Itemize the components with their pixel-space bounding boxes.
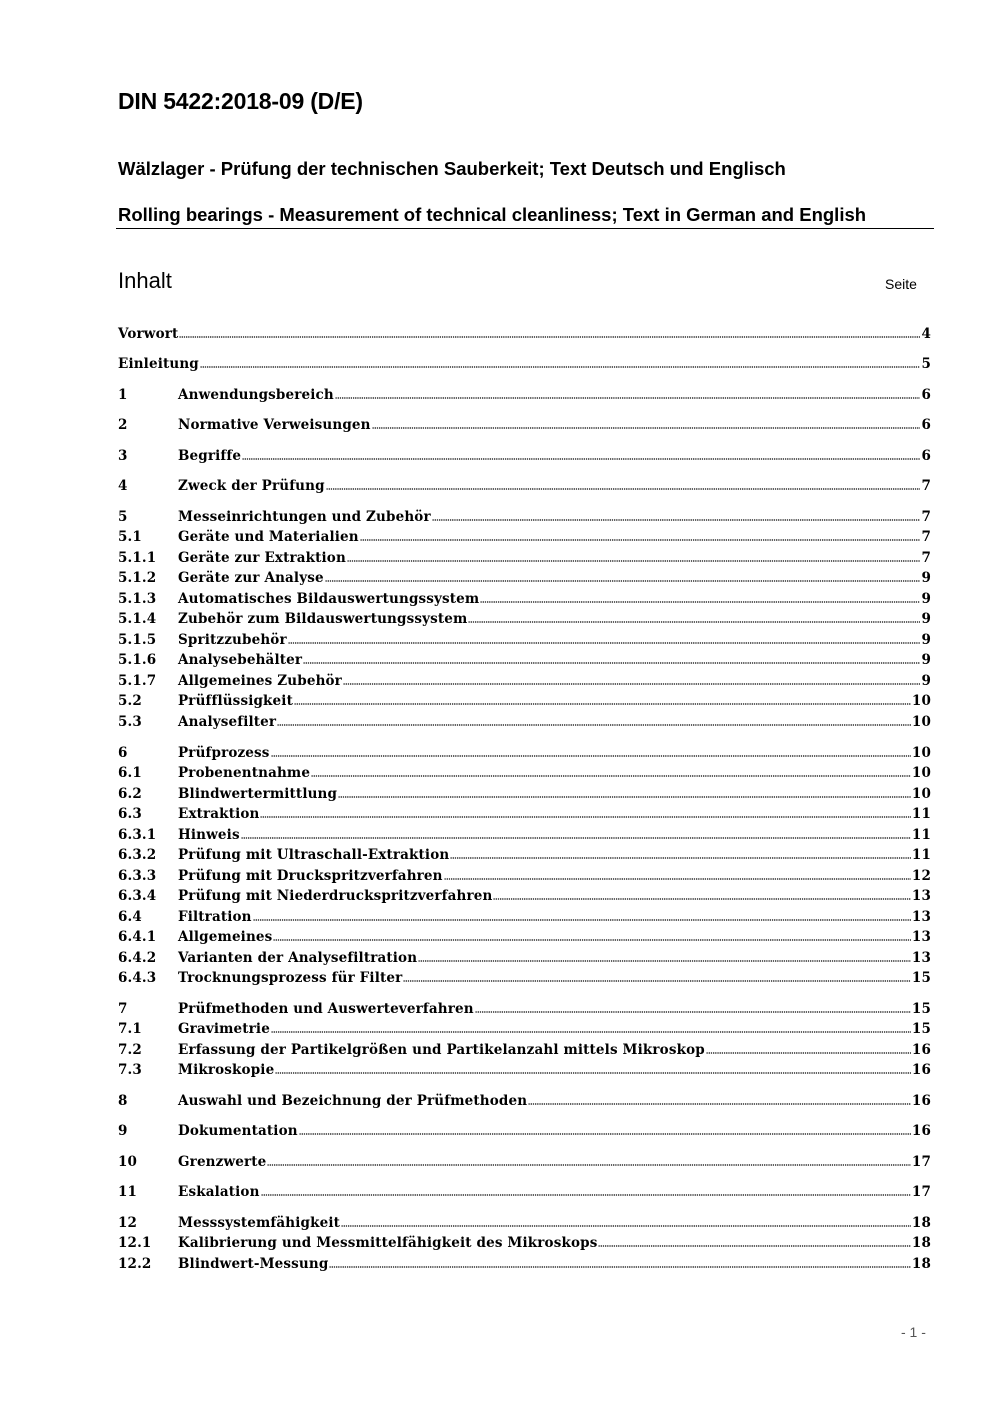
- toc-entry-number: 6.3.3: [118, 868, 157, 884]
- toc-entry[interactable]: [118, 1184, 931, 1204]
- toc-entry-page: 16: [911, 1062, 931, 1078]
- toc-entry-title: Geräte zur Extraktion: [178, 550, 346, 566]
- toc-entry-number: 7.3: [118, 1062, 142, 1078]
- toc-entry-title: Mikroskopie: [178, 1062, 275, 1078]
- toc-dot-leader: [341, 1225, 911, 1227]
- toc-entry-title: Extraktion: [178, 806, 260, 822]
- toc-entry-number: 5.2: [118, 693, 142, 709]
- toc-entry-page: 13: [911, 929, 931, 945]
- toc-entry-page: 7: [921, 550, 931, 566]
- toc-entry[interactable]: [118, 478, 931, 498]
- toc-dot-leader: [347, 560, 921, 562]
- toc-entry-page: 9: [921, 632, 931, 648]
- toc-entry-number: 10: [118, 1154, 138, 1170]
- toc-dot-leader: [450, 857, 911, 859]
- toc-entry-page: 13: [911, 950, 931, 966]
- toc-entry-number: 6.3.1: [118, 827, 157, 843]
- toc-entry[interactable]: [118, 652, 931, 672]
- toc-dot-leader: [200, 366, 921, 368]
- page-number: - 1 -: [901, 1324, 926, 1340]
- toc-entry-title: Prüfung mit Niederdruckspritzverfahren: [178, 888, 493, 904]
- toc-entry[interactable]: [118, 827, 931, 847]
- toc-entry-page: 7: [921, 478, 931, 494]
- toc-entry-number: 5.1.2: [118, 570, 157, 586]
- toc-entry-number: 12.2: [118, 1256, 152, 1272]
- toc-entry-title: Eskalation: [178, 1184, 260, 1200]
- toc-entry-title: Vorwort: [118, 326, 179, 342]
- toc-entry-page: 18: [911, 1235, 931, 1251]
- toc-entry-page: 11: [911, 827, 931, 843]
- toc-entry-page: 10: [911, 786, 931, 802]
- toc-entry-title: Blindwertermittlung: [178, 786, 338, 802]
- toc-entry-number: 5.3: [118, 714, 142, 730]
- toc-dot-leader: [418, 960, 911, 962]
- toc-dot-leader: [271, 755, 911, 757]
- toc-entry-number: 6.3.4: [118, 888, 157, 904]
- toc-entry-title: Filtration: [178, 909, 252, 925]
- toc-entry-title: Anwendungsbereich: [178, 387, 334, 403]
- toc-entry-number: 6.2: [118, 786, 142, 802]
- toc-entry[interactable]: [118, 909, 931, 929]
- toc-entry-number: 1: [118, 387, 128, 403]
- toc-dot-leader: [480, 601, 920, 603]
- toc-entry-page: 7: [921, 509, 931, 525]
- toc-entry-page: 4: [921, 326, 931, 342]
- toc-entry-title: Geräte zur Analyse: [178, 570, 324, 586]
- toc-entry-number: 5.1: [118, 529, 142, 545]
- toc-entry[interactable]: [118, 806, 931, 826]
- toc-entry-page: 18: [911, 1256, 931, 1272]
- toc-entry[interactable]: [118, 1062, 931, 1082]
- toc-entry[interactable]: [118, 1042, 931, 1062]
- toc-entry-title: Prüfung mit Druckspritzverfahren: [178, 868, 443, 884]
- toc-entry[interactable]: [118, 1256, 931, 1276]
- toc-dot-leader: [267, 1164, 911, 1166]
- toc-entry-number: 3: [118, 448, 128, 464]
- toc-entry-page: 9: [921, 591, 931, 607]
- toc-entry-title: Geräte und Materialien: [178, 529, 359, 545]
- toc-entry[interactable]: [118, 611, 931, 631]
- toc-entry-number: 7.2: [118, 1042, 142, 1058]
- toc-entry-page: 7: [921, 529, 931, 545]
- toc-entry[interactable]: [118, 570, 931, 590]
- toc-entry-number: 7.1: [118, 1021, 142, 1037]
- toc-entry-title: Dokumentation: [178, 1123, 298, 1139]
- toc-dot-leader: [360, 539, 921, 541]
- toc-entry[interactable]: [118, 950, 931, 970]
- toc-entry-number: 5.1.3: [118, 591, 157, 607]
- toc-entry-title: Hinweis: [178, 827, 240, 843]
- toc-entry-page: 16: [911, 1123, 931, 1139]
- toc-entry-number: 5.1.6: [118, 652, 157, 668]
- toc-entry-title: Analysebehälter: [178, 652, 303, 668]
- toc-entry-title: Prüfmethoden und Auswerteverfahren: [178, 1001, 474, 1017]
- toc-entry[interactable]: [118, 356, 931, 376]
- toc-entry-title: Grenzwerte: [178, 1154, 267, 1170]
- toc-dot-leader: [335, 397, 921, 399]
- toc-entry[interactable]: [118, 1123, 931, 1143]
- toc-entry-page: 11: [911, 806, 931, 822]
- toc-entry-number: 6: [118, 745, 128, 761]
- toc-entry-number: 8: [118, 1093, 128, 1109]
- toc-entry[interactable]: [118, 1021, 931, 1041]
- toc-entry-number: 5: [118, 509, 128, 525]
- toc-entry-title: Allgemeines Zubehör: [178, 673, 342, 689]
- toc-dot-leader: [372, 427, 921, 429]
- toc-dot-leader: [325, 580, 921, 582]
- toc-entry-number: 5.1.4: [118, 611, 157, 627]
- toc-entry-page: 16: [911, 1093, 931, 1109]
- toc-entry-title: Zubehör zum Bildauswertungssystem: [178, 611, 468, 627]
- toc-entry[interactable]: [118, 550, 931, 570]
- toc-dot-leader: [275, 1072, 911, 1074]
- toc-entry-page: 9: [921, 611, 931, 627]
- toc-entry-title: Zweck der Prüfung: [178, 478, 325, 494]
- toc-dot-leader: [432, 519, 921, 521]
- toc-entry-page: 16: [911, 1042, 931, 1058]
- toc-dot-leader: [338, 796, 911, 798]
- toc-entry[interactable]: [118, 673, 931, 693]
- toc-entry-page: 17: [911, 1154, 931, 1170]
- toc-entry-number: 11: [118, 1184, 138, 1200]
- toc-dot-leader: [179, 336, 920, 338]
- toc-entry-page: 11: [911, 847, 931, 863]
- toc-entry-title: Kalibrierung und Messmittelfähigkeit des Mikroskops: [178, 1235, 598, 1251]
- toc-entry-number: 6.1: [118, 765, 142, 781]
- toc-dot-leader: [277, 724, 911, 726]
- toc-entry-title: Einleitung: [118, 356, 199, 372]
- toc-entry[interactable]: [118, 970, 931, 990]
- title-english: Rolling bearings - Measurement of technical cleanliness; Text in German and English: [118, 204, 867, 225]
- toc-dot-leader: [528, 1103, 911, 1105]
- toc-entry-title: Prüfprozess: [178, 745, 270, 761]
- toc-entry-page: 17: [911, 1184, 931, 1200]
- toc-entry-page: 15: [911, 970, 931, 986]
- toc-entry-title: Prüfung mit Ultraschall-Extraktion: [178, 847, 450, 863]
- toc-entry[interactable]: [118, 888, 931, 908]
- toc-entry-number: 5.1.5: [118, 632, 157, 648]
- toc-entry[interactable]: [118, 448, 931, 468]
- toc-dot-leader: [311, 775, 911, 777]
- toc-entry[interactable]: [118, 632, 931, 652]
- toc-entry-number: 12.1: [118, 1235, 152, 1251]
- toc-entry[interactable]: [118, 1154, 931, 1174]
- toc-entry-title: Analysefilter: [178, 714, 277, 730]
- toc-entry-title: Trocknungsprozess für Filter: [178, 970, 403, 986]
- toc-entry-page: 15: [911, 1021, 931, 1037]
- toc-dot-leader: [294, 703, 911, 705]
- title-german: Wälzlager - Prüfung der technischen Sauberkeit; Text Deutsch und Englisch: [118, 158, 786, 179]
- toc-entry-page: 5: [921, 356, 931, 372]
- toc-entry[interactable]: [118, 847, 931, 867]
- toc-entry[interactable]: [118, 714, 931, 734]
- toc-entry-number: 2: [118, 417, 128, 433]
- toc-entry-title: Varianten der Analysefiltration: [178, 950, 418, 966]
- toc-entry-title: Erfassung der Partikelgrößen und Partikelanzahl mittels Mikroskop: [178, 1042, 705, 1058]
- toc-dot-leader: [271, 1031, 911, 1033]
- toc-dot-leader: [468, 621, 920, 623]
- toc-entry[interactable]: [118, 1001, 931, 1021]
- toc-dot-leader: [326, 488, 921, 490]
- toc-entry-number: 6.3.2: [118, 847, 157, 863]
- toc-entry-number: 5.1.1: [118, 550, 157, 566]
- toc-entry[interactable]: [118, 786, 931, 806]
- toc-entry-page: 15: [911, 1001, 931, 1017]
- toc-entry-title: Messeinrichtungen und Zubehör: [178, 509, 431, 525]
- toc-entry[interactable]: [118, 1235, 931, 1255]
- toc-heading: Inhalt: [118, 268, 172, 293]
- toc-entry-page: 12: [911, 868, 931, 884]
- toc-dot-leader: [444, 878, 911, 880]
- toc-entry-number: 4: [118, 478, 128, 494]
- toc-entry[interactable]: [118, 1093, 931, 1113]
- toc-entry-page: 6: [921, 448, 931, 464]
- toc-entry[interactable]: [118, 765, 931, 785]
- toc-entry-number: 9: [118, 1123, 128, 1139]
- toc-dot-leader: [242, 458, 920, 460]
- toc-entry-page: 18: [911, 1215, 931, 1231]
- toc-dot-leader: [253, 919, 911, 921]
- toc-entry-page: 6: [921, 417, 931, 433]
- toc-entry-page: 9: [921, 570, 931, 586]
- toc-entry[interactable]: [118, 326, 931, 346]
- toc-entry-title: Prüfflüssigkeit: [178, 693, 293, 709]
- toc-entry-page: 10: [911, 714, 931, 730]
- document-number: DIN 5422:2018-09 (D/E): [118, 88, 363, 114]
- toc-entry-page: 10: [911, 693, 931, 709]
- toc-entry-page: 13: [911, 888, 931, 904]
- toc-dot-leader: [403, 980, 911, 982]
- toc-entry-title: Probenentnahme: [178, 765, 311, 781]
- toc-dot-leader: [288, 642, 921, 644]
- toc-entry-number: 6.4.2: [118, 950, 157, 966]
- toc-entry[interactable]: [118, 387, 931, 407]
- toc-entry[interactable]: [118, 417, 931, 437]
- toc-entry[interactable]: [118, 1215, 931, 1235]
- toc-entry-page: 13: [911, 909, 931, 925]
- toc-entry-page: 9: [921, 673, 931, 689]
- toc-entry[interactable]: [118, 509, 931, 529]
- toc-entry-page: 10: [911, 745, 931, 761]
- toc-entry[interactable]: [118, 868, 931, 888]
- toc-dot-leader: [475, 1011, 911, 1013]
- toc-dot-leader: [241, 837, 911, 839]
- toc-dot-leader: [343, 683, 921, 685]
- toc-entry-title: Auswahl und Bezeichnung der Prüfmethoden: [178, 1093, 528, 1109]
- toc-entry-page: 6: [921, 387, 931, 403]
- toc-entry-title: Begriffe: [178, 448, 242, 464]
- toc-entry-title: Normative Verweisungen: [178, 417, 371, 433]
- toc-dot-leader: [273, 939, 910, 941]
- toc-entry-number: 6.4.1: [118, 929, 157, 945]
- toc-entry-page: 10: [911, 765, 931, 781]
- toc-dot-leader: [706, 1052, 911, 1054]
- page-column-label: Seite: [885, 276, 917, 292]
- toc-dot-leader: [303, 662, 920, 664]
- toc-entry-number: 6.4.3: [118, 970, 157, 986]
- toc-dot-leader: [598, 1245, 910, 1247]
- toc-entry[interactable]: [118, 693, 931, 713]
- toc-entry-title: Automatisches Bildauswertungssystem: [178, 591, 480, 607]
- toc-entry[interactable]: [118, 591, 931, 611]
- toc-dot-leader: [299, 1133, 911, 1135]
- toc-entry-title: Spritzzubehör: [178, 632, 287, 648]
- toc-entry[interactable]: [118, 529, 931, 549]
- toc-entry-title: Allgemeines: [178, 929, 273, 945]
- toc-dot-leader: [329, 1266, 910, 1268]
- toc-entry-title: Messsystemfähigkeit: [178, 1215, 340, 1231]
- toc-entry-number: 6.4: [118, 909, 142, 925]
- toc-dot-leader: [261, 1194, 911, 1196]
- toc-dot-leader: [493, 898, 910, 900]
- toc-entry-number: 5.1.7: [118, 673, 157, 689]
- toc-entry[interactable]: [118, 745, 931, 765]
- toc-entry-title: Blindwert-Messung: [178, 1256, 329, 1272]
- toc-entry-page: 9: [921, 652, 931, 668]
- toc-dot-leader: [260, 816, 910, 818]
- toc-entry-number: 12: [118, 1215, 138, 1231]
- toc-entry-number: 6.3: [118, 806, 142, 822]
- toc-entry[interactable]: [118, 929, 931, 949]
- toc-entry-number: 7: [118, 1001, 128, 1017]
- toc-entry-title: Gravimetrie: [178, 1021, 270, 1037]
